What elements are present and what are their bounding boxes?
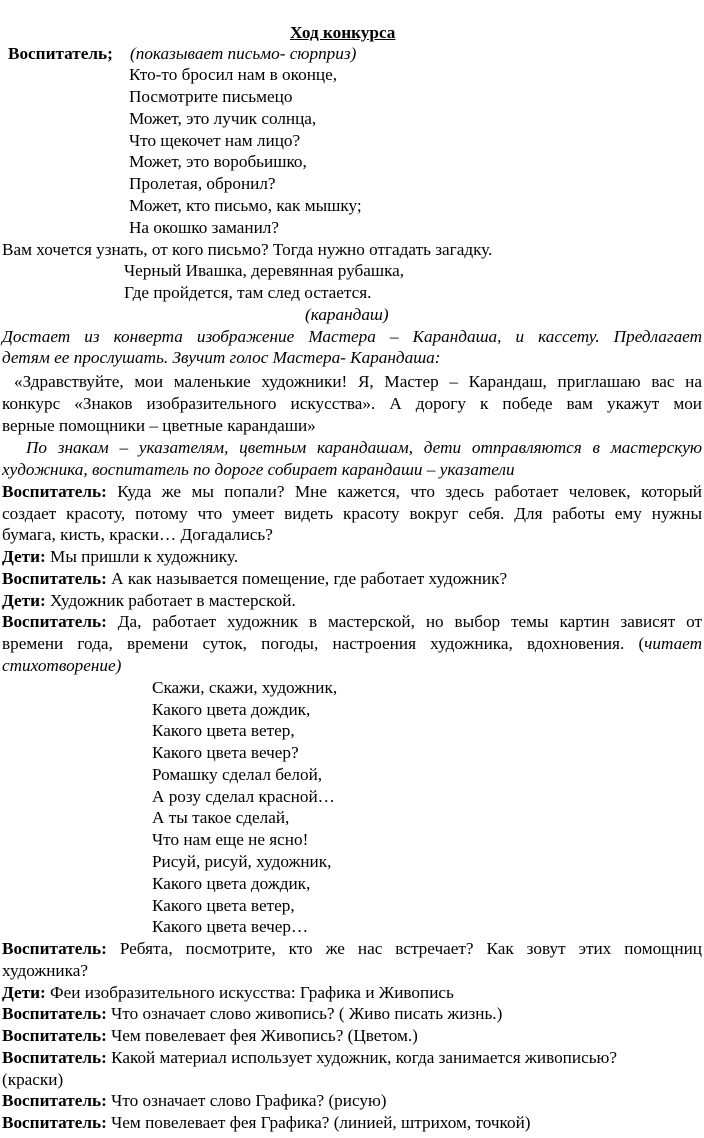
master-voice-line: «Здравствуйте, мои маленькие художники! Я, Мастер – Карандаш, приглашаю вас на <box>14 372 702 392</box>
dialogue-line <box>2 611 702 634</box>
dialogue-text: Чем повелевает фея Графика? (линией, штрихом, точкой) <box>111 1113 531 1133</box>
poem-line: А розу сделал красной… <box>152 786 335 806</box>
dialogue-line <box>2 938 702 961</box>
riddle-line: Черный Ивашка, деревянная рубашка, <box>124 261 405 281</box>
dialogue-line: бумага, кисть, краски… Догадались? <box>2 525 273 545</box>
riddle-line: Где пройдется, там след остается. <box>124 283 372 303</box>
dialogue-line <box>2 1003 502 1026</box>
page-title: Ход конкурса <box>290 22 396 42</box>
dialogue-line: создает красоту, потому что умеет видеть красоту вокруг себя. Для работы ему нужны <box>2 503 702 523</box>
poem-line: Какого цвета ветер, <box>152 721 295 741</box>
dialogue-line <box>2 1090 387 1113</box>
dialogue-text: Мы пришли к художнику. <box>50 547 239 567</box>
dialogue-line: художника? <box>2 960 88 980</box>
poem-line: Посмотрите письмецо <box>129 87 293 107</box>
speaker-label: Воспитатель: <box>2 1091 107 1111</box>
riddle-answer-text: (карандаш) <box>305 304 389 324</box>
master-voice-line: конкурс «Знаков изобразительного искусства». А дорогу к победе вам укажут мои <box>2 393 702 413</box>
speaker-label: Воспитатель: <box>2 568 107 588</box>
stage-direction <box>2 655 121 678</box>
speaker-label: Воспитатель: <box>2 939 107 959</box>
dialogue-text: Чем повелевает фея Живопись? (Цветом.) <box>111 1026 418 1046</box>
dialogue-text: Ребята, посмотрите, кто же нас встречает? Как зовут этих помощниц <box>119 939 702 959</box>
stage-direction-text: художника, воспитатель по дороге собирает карандаши – указатели <box>2 460 515 480</box>
poem-line: Какого цвета дождик, <box>152 699 311 719</box>
poem-line: Какого цвета вечер… <box>152 917 309 937</box>
poem-line: Может, это воробьишко, <box>129 152 307 172</box>
poem-line: А ты такое сделай, <box>152 808 290 828</box>
poem-line: Рисуй, рисуй, художник, <box>152 851 332 871</box>
poem-line: На окошко заманил? <box>129 217 280 237</box>
stage-direction-text: читает <box>644 634 702 654</box>
dialogue-text: Куда же мы попали? Мне кажется, что здесь работает человек, который <box>117 481 703 501</box>
dialogue-line <box>2 1047 617 1070</box>
master-voice-line: верные помощники – цветные карандаши» <box>2 415 316 435</box>
speaker-label: Воспитатель: <box>2 612 107 632</box>
poem-line: Может, это лучик солнца, <box>129 108 317 128</box>
poem-line: Что щекочет нам лицо? <box>129 130 301 150</box>
dialogue-line <box>2 633 702 656</box>
stage-direction <box>2 347 440 370</box>
dialogue-text: Феи изобразительного искусства: Графика и Живопись <box>50 982 454 1002</box>
poem-line: Что нам еще не ясно! <box>152 830 309 850</box>
dialogue-line: (краски) <box>2 1069 64 1089</box>
stage-direction-text: По знакам – указателям, цветным карандашам, дети отправляются в мастерскую <box>26 438 702 458</box>
speaker-label: Дети: <box>2 590 46 610</box>
dialogue-text: времени года, времени суток, погоды, настроения художника, вдохновения. ( <box>2 634 645 654</box>
speaker-label: Воспитатель: <box>2 1113 107 1133</box>
speaker-label: Воспитатель: <box>2 1047 107 1067</box>
dialogue-text: Художник работает в мастерской. <box>50 590 296 610</box>
dialogue-line <box>2 982 454 1005</box>
dialogue-text: Что означает слово Графика? (рисую) <box>111 1091 387 1111</box>
paragraph-line: Вам хочется узнать, от кого письмо? Тогда нужно отгадать загадку. <box>2 239 493 259</box>
speaker-label: Воспитатель: <box>2 1026 107 1046</box>
stage-direction: (показывает письмо- сюрприз) <box>130 43 357 63</box>
dialogue-text: Что означает слово живопись? ( Живо писать жизнь.) <box>111 1004 503 1024</box>
stage-direction-text: Достает из конверта изображение Мастера – Карандаша, и кассету. Предлагает <box>2 326 702 346</box>
riddle-answer <box>305 304 389 327</box>
intro-line <box>8 43 356 66</box>
speaker-label: Дети: <box>2 982 46 1002</box>
poem-line: Скажи, скажи, художник, <box>152 677 338 697</box>
dialogue-line <box>2 481 702 504</box>
dialogue-line <box>2 590 296 613</box>
speaker-label: Воспитатель: <box>2 1004 107 1024</box>
dialogue-line <box>2 1112 531 1135</box>
speaker-label: Воспитатель: <box>2 481 107 501</box>
dialogue-text: Какой материал использует художник, когда занимается живописью? <box>111 1047 618 1067</box>
poem-line: Ромашку сделал белой, <box>152 764 323 784</box>
dialogue-text: Да, работает художник в мастерской, но выбор темы картин зависят от <box>117 612 702 632</box>
poem-line: Какого цвета дождик, <box>152 873 311 893</box>
stage-direction <box>26 437 702 460</box>
stage-direction-text: детям ее прослушать. Звучит голос Мастера- Карандаша: <box>2 348 441 368</box>
stage-direction <box>2 326 702 349</box>
poem-line: Пролетая, обронил? <box>129 174 276 194</box>
dialogue-line <box>2 568 507 591</box>
speaker-label: Дети: <box>2 547 46 567</box>
stage-direction <box>2 459 515 482</box>
poem-line: Может, кто письмо, как мышку; <box>129 195 362 215</box>
dialogue-line <box>2 1025 418 1048</box>
poem-line: Кто-то бросил нам в оконце, <box>129 65 338 85</box>
dialogue-line <box>2 546 238 569</box>
poem-line: Какого цвета ветер, <box>152 895 295 915</box>
speaker-label: Воспитатель; <box>8 43 113 63</box>
stage-direction-text: стихотворение) <box>2 656 122 676</box>
poem-line: Какого цвета вечер? <box>152 743 299 763</box>
dialogue-text: А как называется помещение, где работает художник? <box>111 568 508 588</box>
